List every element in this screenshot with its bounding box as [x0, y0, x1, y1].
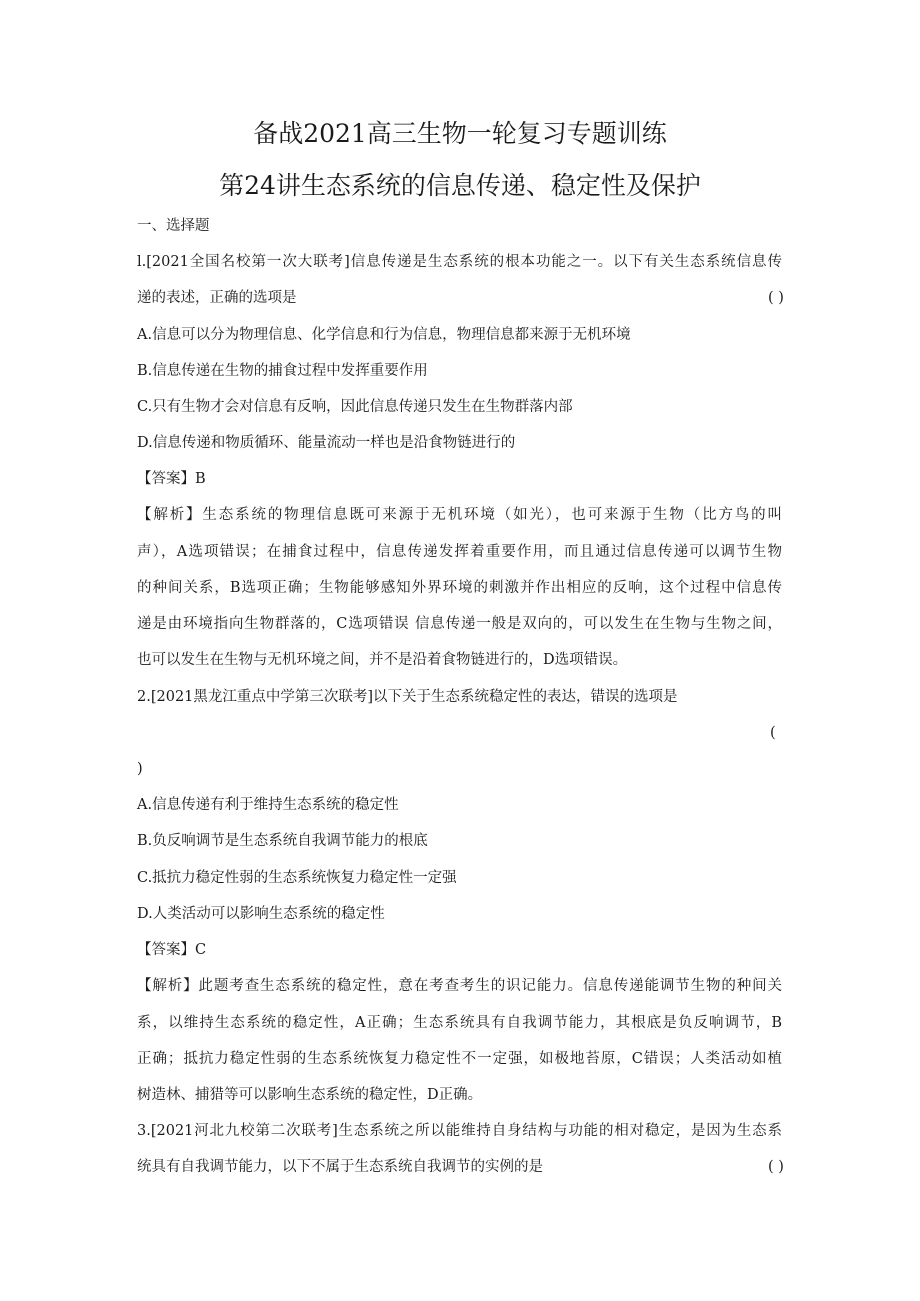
section-heading: 一、选择题 — [137, 218, 210, 234]
q1-stem-line-2: 递的表述，正确的选项是 — [137, 290, 297, 306]
q1-stem-line-1: l.[2021全国名校第一次大联考]信息传递是生态系统的根本功能之一。以下有关生态系统信息传 — [137, 254, 782, 270]
q2-option-a: A.信息传递有利于维持生态系统的稳定性 — [137, 797, 399, 813]
q1-answer: 【答案】B — [137, 471, 206, 487]
q1-analysis-line-4: 递是由环境指向生物群落的，C选项错误 信息传递一般是双向的，可以发生在生物与生物之间， — [137, 616, 782, 632]
q2-answer: 【答案】C — [137, 942, 207, 958]
q2-analysis-line-2: 系，以维持生态系统的稳定性，A正确；生态系统具有自我调节能力，其根底是负反响调节，B — [137, 1015, 782, 1031]
q1-option-c: C.只有生物才会对信息有反响，因此信息传递只发生在生物群落内部 — [137, 399, 573, 415]
q1-option-b: B.信息传递在生物的捕食过程中发挥重要作用 — [137, 363, 428, 379]
q2-analysis-line-4: 树造林、捕猎等可以影响生态系统的稳定性，D正确。 — [137, 1087, 483, 1103]
q2-option-d: D.人类活动可以影响生态系统的稳定性 — [137, 906, 385, 922]
q1-answer-blank: ( ) — [768, 290, 784, 306]
q1-analysis-line-3: 的种间关系，B选项正确；生物能够感知外界环境的刺激并作出相应的反响，这个过程中信息传 — [137, 580, 782, 596]
q3-stem-line-1: 3.[2021河北九校第二次联考]生态系统之所以能维持自身结构与功能的相对稳定，是因为生态系 — [137, 1123, 782, 1139]
document-title: 备战2021高三生物一轮复习专题训练 — [253, 119, 667, 148]
q1-analysis-line-5: 也可以发生在生物与无机环境之间，并不是沿着食物链进行的，D选项错误。 — [137, 652, 628, 668]
q3-answer-blank: ( ) — [768, 1159, 784, 1175]
q2-answer-blank-close: ) — [137, 761, 143, 777]
q2-analysis-line-3: 正确；抵抗力稳定性弱的生态系统恢复力稳定性不一定强，如极地苔原，C错误；人类活动如植 — [137, 1051, 782, 1067]
q2-stem-line-1: 2.[2021黑龙江重点中学第三次联考]以下关于生态系统稳定性的表达，错误的选项是 — [137, 689, 678, 705]
document-subtitle: 第24讲生态系统的信息传递、稳定性及保护 — [219, 171, 701, 200]
q2-answer-blank-open: ( — [770, 725, 776, 741]
q2-option-b: B.负反响调节是生态系统自我调节能力的根底 — [137, 833, 428, 849]
q1-option-d: D.信息传递和物质循环、能量流动一样也是沿食物链进行的 — [137, 435, 516, 451]
q3-stem-line-2: 统具有自我调节能力，以下不属于生态系统自我调节的实例的是 — [137, 1159, 543, 1175]
q1-analysis-line-1: 【解析】生态系统的物理信息既可来源于无机环境（如光），也可来源于生物（比方鸟的叫 — [137, 507, 782, 523]
q2-option-c: C.抵抗力稳定性弱的生态系统恢复力稳定性一定强 — [137, 870, 457, 886]
q1-option-a: A.信息可以分为物理信息、化学信息和行为信息，物理信息都来源于无机环境 — [137, 327, 631, 343]
q1-analysis-line-2: 声），A选项错误；在捕食过程中，信息传递发挥着重要作用，而且通过信息传递可以调节生物 — [137, 544, 782, 560]
q2-analysis-line-1: 【解析】此题考查生态系统的稳定性，意在考查考生的识记能力。信息传递能调节生物的种间关 — [137, 978, 782, 994]
